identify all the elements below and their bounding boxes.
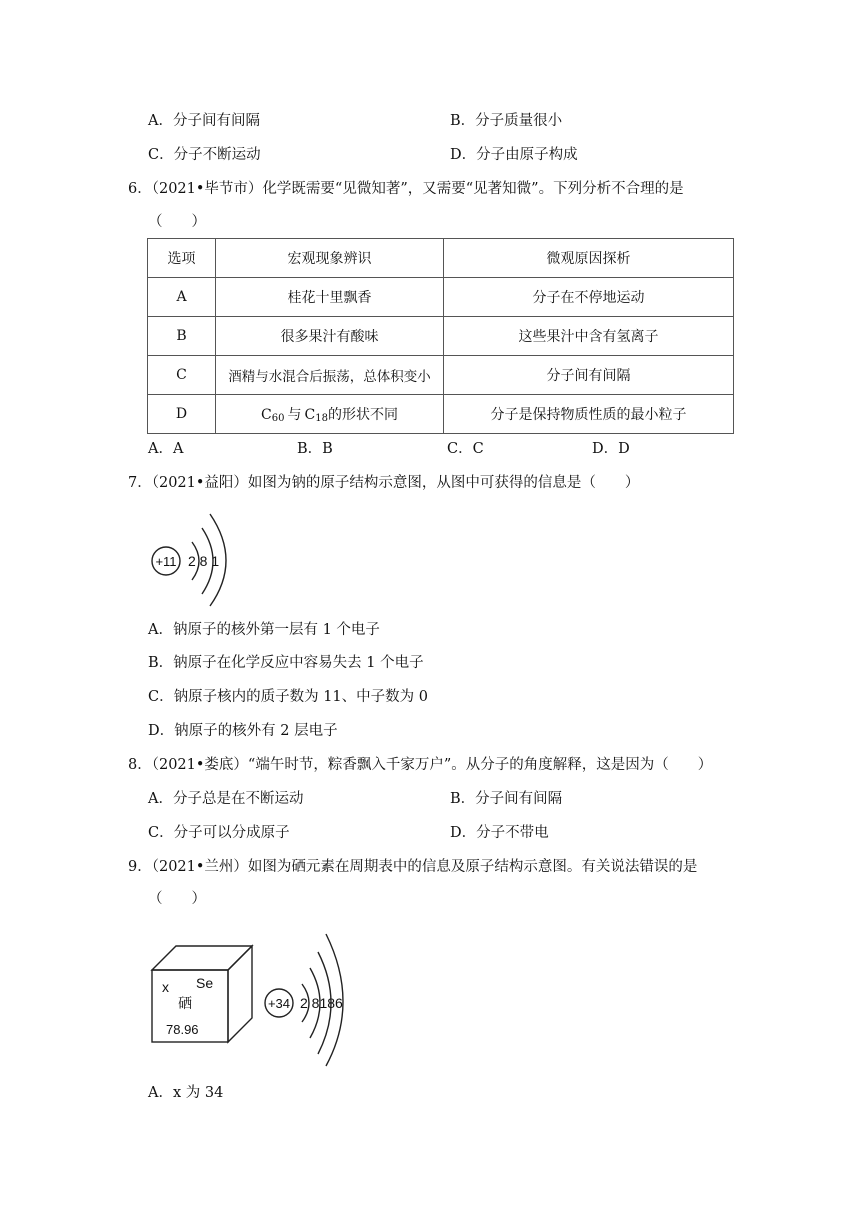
q9-answer-paren: （ ） (148, 891, 206, 907)
q7-option-a: A．钠原子的核外第一层有 1 个电子 (148, 622, 380, 638)
q6-option-c: C．C (447, 441, 484, 457)
table-row (148, 317, 734, 356)
element-name: 硒 (178, 996, 192, 1012)
cell-macro: 酒精与水混合后振荡，总体积变小 (216, 356, 444, 395)
q9-stem: 9．（2021•兰州）如图为硒元素在周期表中的信息及原子结构示意图。有关说法错误的是 (128, 859, 698, 875)
cell-micro: 这些果汁中含有氢离子 (444, 317, 734, 356)
q5-option-d: D．分子由原子构成 (450, 147, 578, 163)
formula-c: C (261, 407, 272, 423)
macro-tail-text: 的形状不同 (327, 407, 398, 423)
q6-answer-paren: （ ） (148, 214, 206, 230)
q6-table (147, 238, 734, 434)
selenium-atom-structure-diagram (262, 928, 362, 1068)
q7-stem: 7．（2021•益阳）如图为钠的原子结构示意图，从图中可获得的信息是（ ） (128, 475, 640, 491)
q6-option-d: D．D (592, 441, 630, 457)
table-header-row (148, 239, 734, 278)
nucleus-charge: +34 (267, 996, 291, 1011)
q7-option-c: C．钠原子核内的质子数为 11、中子数为 0 (148, 689, 428, 705)
header-macro: 宏观现象辨识 (216, 239, 444, 278)
q7-option-d: D．钠原子的核外有 2 层电子 (148, 723, 338, 739)
q8-option-a: A．分子总是在不断运动 (148, 791, 304, 807)
cell-option: D (148, 395, 216, 434)
q7-option-b: B．钠原子在化学反应中容易失去 1 个电子 (148, 655, 424, 671)
cell-micro: 分子在不停地运动 (444, 278, 734, 317)
q8-option-c: C．分子可以分成原子 (148, 825, 290, 841)
formula-c: C (304, 407, 316, 423)
electron-counts: 2 8 1 (188, 553, 220, 569)
header-option: 选项 (148, 239, 216, 278)
table-row (148, 356, 734, 395)
header-micro: 微观原因探析 (444, 239, 734, 278)
cell-option: C (148, 356, 216, 395)
q6-option-b: B．B (297, 441, 333, 457)
q5-option-c: C．分子不断运动 (148, 147, 261, 163)
formula-subscript: 60 (271, 413, 285, 424)
sodium-atom-structure-diagram (148, 506, 248, 610)
cube-top-face (152, 946, 252, 970)
q9-option-a: A．x 为 34 (148, 1085, 224, 1101)
cube-side-face (228, 946, 252, 1042)
atomic-mass: 78.96 (166, 1022, 199, 1037)
q5-option-a: A．分子间有间隔 (148, 113, 260, 129)
connector-text: 与 (287, 407, 302, 423)
q8-option-b: B．分子间有间隔 (450, 791, 563, 807)
atomic-number: x (162, 979, 169, 995)
formula-subscript: 18 (315, 413, 328, 424)
q6-option-a: A．A (148, 441, 184, 457)
cell-macro: 桂花十里飘香 (216, 278, 444, 317)
cell-micro: 分子间有间隔 (444, 356, 734, 395)
q6-stem: 6．（2021•毕节市）化学既需要“见微知著”，又需要“见著知微”。下列分析不合理的是 (128, 181, 684, 197)
cell-option: B (148, 317, 216, 356)
table-row (148, 278, 734, 317)
q8-option-d: D．分子不带电 (450, 825, 549, 841)
element-symbol: Se (196, 975, 214, 991)
selenium-periodic-cell (148, 944, 256, 1044)
nucleus-charge: +11 (155, 554, 177, 569)
q8-stem: 8．（2021•娄底）“端午时节，粽香飘入千家万户”。从分子的角度解释，这是因为（ ） (128, 757, 713, 773)
electron-counts: 2 8186 (300, 995, 343, 1011)
table-row (148, 395, 734, 434)
q5-option-b: B．分子质量很小 (450, 113, 563, 129)
cell-micro: 分子是保持物质性质的最小粒子 (444, 395, 734, 434)
cell-option: A (148, 278, 216, 317)
cell-macro (216, 395, 444, 434)
cell-macro: 很多果汁有酸味 (216, 317, 444, 356)
